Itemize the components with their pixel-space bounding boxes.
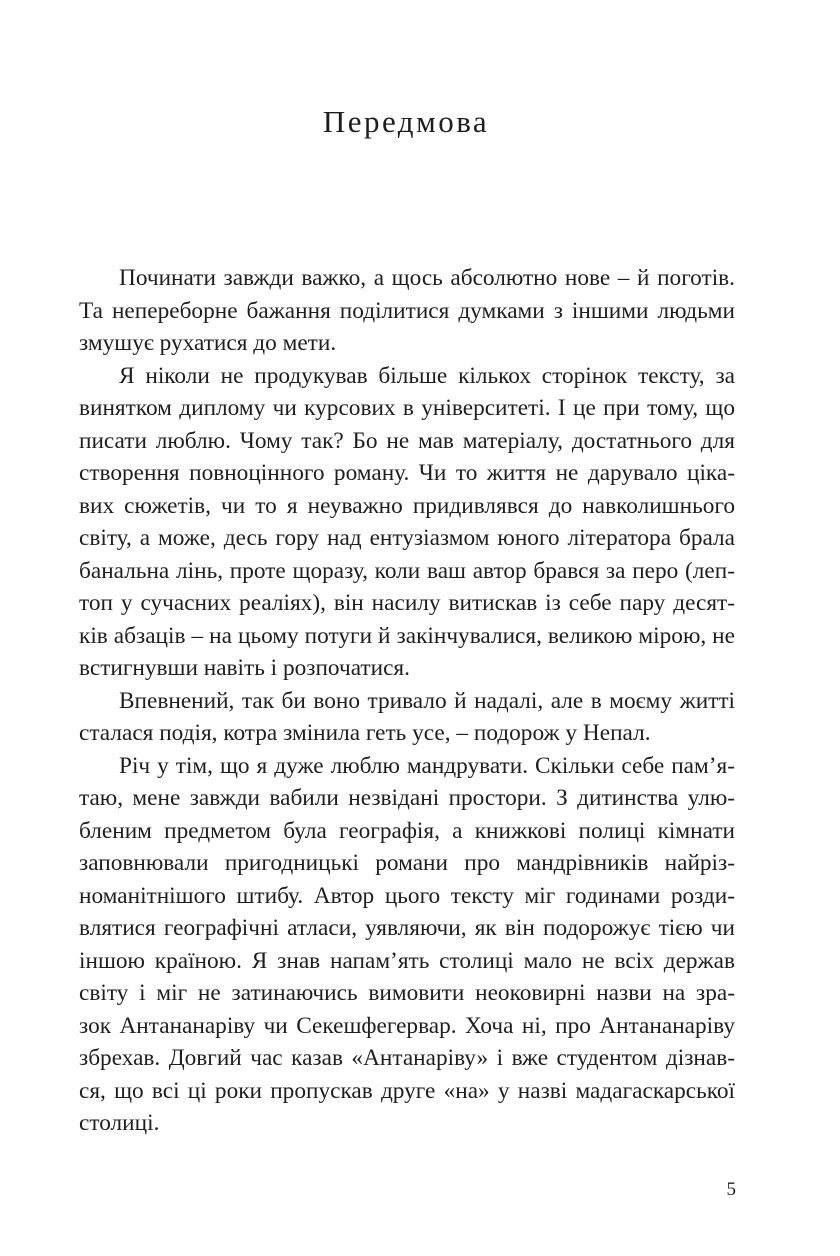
text-line: влятися географічні атласи, уявляючи, як він подорожує тією чи <box>79 915 735 941</box>
text-line: номанітнішого штибу. Автор цього тексту міг годинами розди- <box>79 882 735 909</box>
paragraph-4 <box>79 750 735 1140</box>
text-line: таю, мене завжди вабили незвідані простори. З дитинства улю- <box>79 785 735 811</box>
text-line: сталася подія, котра змінила геть усе, – подорож у Непал. <box>79 720 651 746</box>
text-line: Починати завжди важко, а щось абсолютно нове – й поготів. <box>119 265 735 291</box>
body-text <box>79 262 735 1140</box>
text-line: збрехав. Довгий час казав «Антанаріву» і вже студентом дізнав- <box>79 1045 735 1071</box>
paragraph-2 <box>79 360 735 685</box>
text-line: топ у сучасних реаліях), він насилу витискав із себе пару десят- <box>79 590 735 616</box>
text-line: ся, що всі ці роки пропускав друге «на» у назві мадагаскарської <box>79 1077 735 1104</box>
text-line: писати люблю. Чому так? Бо не мав матеріалу, достатнього для <box>79 427 735 454</box>
text-line: світу і міг не затинаючись вимовити неоковирні назви на зра- <box>79 980 735 1006</box>
page-number: 5 <box>726 1179 736 1200</box>
text-line: ків абзаців – на цьому потуги й закінчувалися, великою мірою, не <box>79 622 735 649</box>
text-line: світу, а може, десь гору над ентузіазмом юного літератора брала <box>79 525 735 551</box>
text-line: іншою країною. Я знав напам’ять столиці мало не всіх держав <box>79 947 735 974</box>
text-line: банальна лінь, проте щоразу, коли ваш автор брався за перо (леп- <box>79 557 735 584</box>
text-line: змушує рухатися до мети. <box>79 330 337 356</box>
text-line: бленим предметом була географія, а книжкові полиці кімнати <box>79 817 735 844</box>
text-line: створення повноцінного роману. Чи то життя не дарувало ціка- <box>79 460 735 486</box>
text-line: заповнювали пригодницькі романи про мандрівників найріз- <box>79 850 735 876</box>
text-line: встигнувши навіть і розпочатися. <box>79 655 410 681</box>
text-line: винятком диплому чи курсових в університеті. І це при тому, що <box>79 395 735 421</box>
paragraph-1 <box>79 262 735 360</box>
paragraph-3 <box>79 685 735 750</box>
text-line: вих сюжетів, чи то я неуважно придивлявся до навколишнього <box>79 492 735 519</box>
text-line: зок Антананаріву чи Секешфегервар. Хоча ні, про Антананаріву <box>79 1012 735 1039</box>
text-line: столиці. <box>79 1110 160 1136</box>
text-line: Впевнений, так би воно тривало й надалі, але в моєму житті <box>119 687 735 714</box>
text-line: Я ніколи не продукував більше кількох сторінок тексту, за <box>119 362 735 389</box>
text-line: Річ у тім, що я дуже люблю мандрувати. Скільки себе пам’я- <box>119 752 735 779</box>
text-line: Та непереборне бажання поділитися думками з іншими людьми <box>79 297 735 324</box>
page-title: Передмова <box>322 104 490 139</box>
